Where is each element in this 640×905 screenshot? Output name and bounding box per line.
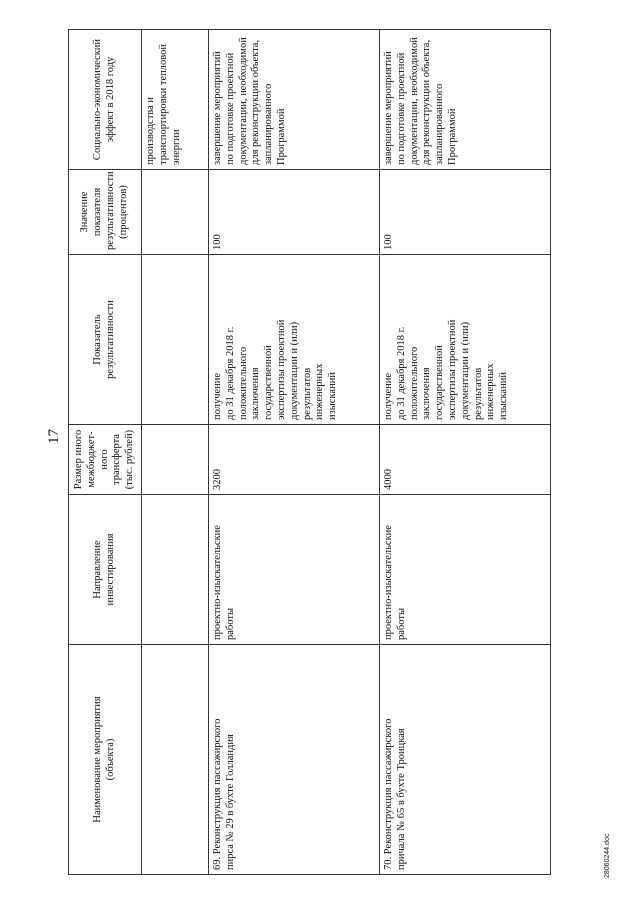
page-number: 17 xyxy=(46,429,62,444)
row-name-cell: 69. Реконструкция пассажирского пирса № 29 в бухте Голландия xyxy=(209,645,380,875)
carry-over-row xyxy=(142,30,209,875)
carry-transfer-cell xyxy=(142,425,209,495)
table-row xyxy=(209,30,380,875)
row-direction-cell: проектно-изыскательские работы xyxy=(380,495,551,645)
carry-effect-cell: производства и транспортировки тепловой энергии xyxy=(142,30,209,170)
row-value-cell: 100 xyxy=(380,170,551,255)
row-direction-cell: проектно-изыскательские работы xyxy=(209,495,380,645)
investment-table xyxy=(68,29,551,875)
investment-table-container xyxy=(68,30,572,875)
header-direction: Направление инвестирования xyxy=(69,495,142,645)
carry-direction-cell xyxy=(142,495,209,645)
header-indicator: Показатель результативности xyxy=(69,255,142,425)
header-transfer: Размер иного межбюджет- ного трансферта (тыс. рублей) xyxy=(69,425,142,495)
row-effect-cell: завершение мероприятий по подготовке проектной документации, необходимой для реконструкции объекта, запланированного Программой xyxy=(209,30,380,170)
row-indicator-cell: получение до 31 декабря 2018 г. положительного заключения государственной экспертизы проектной документации и (или) результатов инженерных изысканий xyxy=(380,255,551,425)
header-effect: Социально-экономический эффект в 2018 году xyxy=(69,30,142,170)
row-value-cell: 100 xyxy=(209,170,380,255)
row-effect-cell: завершение мероприятий по подготовке проектной документации, необходимой для реконструкции объекта, запланированного Программой xyxy=(380,30,551,170)
carry-value-cell xyxy=(142,170,209,255)
row-name-cell: 70. Реконструкция пассажирского причала № 65 в бухте Троицкая xyxy=(380,645,551,875)
header-name: Наименование мероприятия (объекта) xyxy=(69,645,142,875)
row-transfer-cell: 4000 xyxy=(380,425,551,495)
row-transfer-cell: 3200 xyxy=(209,425,380,495)
header-value: Значение показателя результативности (процентов) xyxy=(69,170,142,255)
table-header-row xyxy=(69,30,142,875)
carry-indicator-cell xyxy=(142,255,209,425)
document-code: 28060244.doc xyxy=(604,833,611,878)
row-indicator-cell: получение до 31 декабря 2018 г. положительного заключения государственной экспертизы проектной документации и (или) результатов инженерных изысканий xyxy=(209,255,380,425)
carry-name-cell xyxy=(142,645,209,875)
table-row xyxy=(380,30,551,875)
